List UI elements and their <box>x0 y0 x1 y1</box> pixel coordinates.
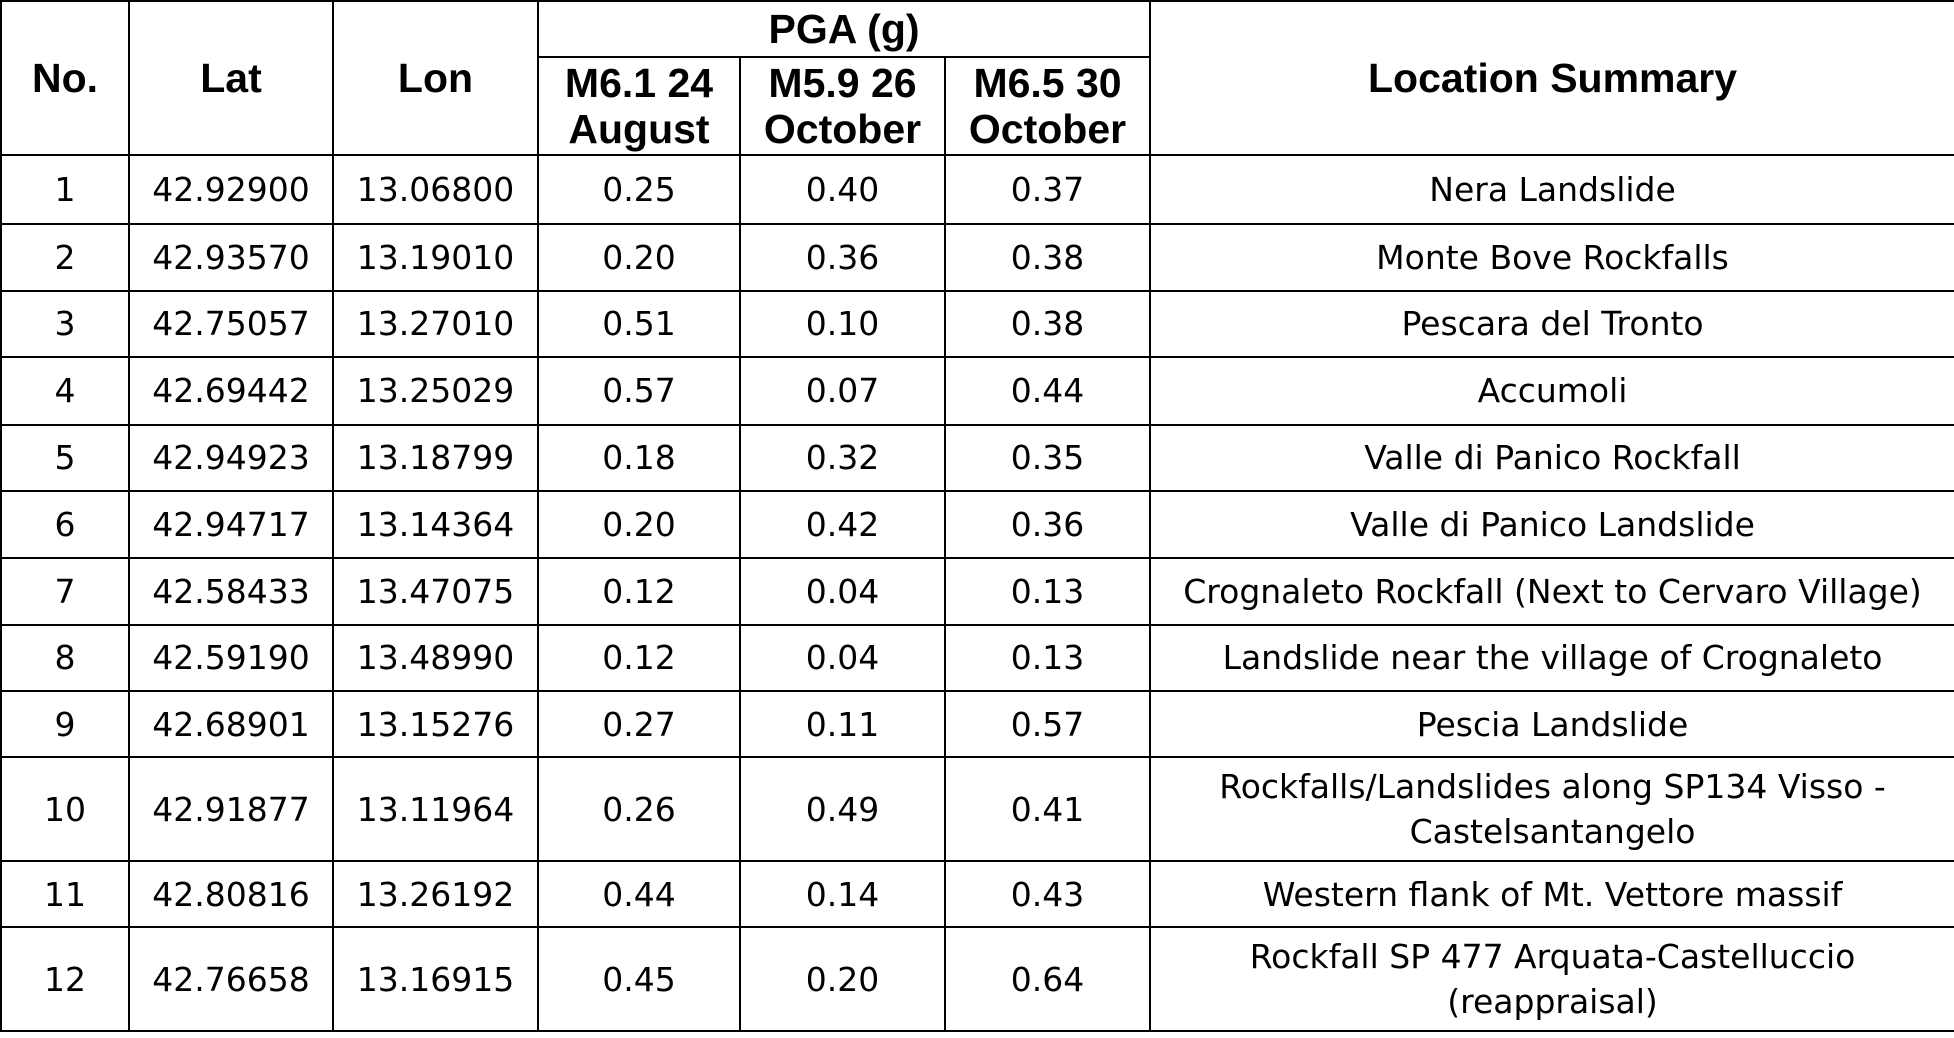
cell-pga-event-2: 0.42 <box>740 491 945 558</box>
cell-lat: 42.94923 <box>129 425 333 491</box>
cell-pga-event-3: 0.57 <box>945 691 1150 757</box>
cell-no: 2 <box>1 224 129 290</box>
cell-no: 10 <box>1 757 129 861</box>
cell-pga-event-3: 0.13 <box>945 625 1150 691</box>
table-row <box>1 357 1954 424</box>
header-pga: PGA (g) <box>538 1 1150 57</box>
cell-lon: 13.06800 <box>333 155 538 224</box>
cell-lat: 42.68901 <box>129 691 333 757</box>
header-event-1: M6.1 24 August <box>538 57 740 155</box>
cell-lat: 42.80816 <box>129 861 333 927</box>
table-row <box>1 155 1954 224</box>
cell-no: 12 <box>1 927 129 1031</box>
cell-no: 1 <box>1 155 129 224</box>
cell-lat: 42.59190 <box>129 625 333 691</box>
cell-pga-event-1: 0.20 <box>538 224 740 290</box>
table-row <box>1 291 1954 357</box>
cell-pga-event-3: 0.36 <box>945 491 1150 558</box>
cell-lon: 13.47075 <box>333 558 538 624</box>
table-row <box>1 224 1954 290</box>
cell-lon: 13.26192 <box>333 861 538 927</box>
cell-lat: 42.75057 <box>129 291 333 357</box>
cell-pga-event-3: 0.35 <box>945 425 1150 491</box>
cell-pga-event-2: 0.04 <box>740 558 945 624</box>
table-header <box>1 1 1954 155</box>
table-row <box>1 861 1954 927</box>
cell-pga-event-2: 0.10 <box>740 291 945 357</box>
cell-pga-event-3: 0.38 <box>945 224 1150 290</box>
cell-pga-event-3: 0.43 <box>945 861 1150 927</box>
cell-location: Valle di Panico Landslide <box>1150 491 1954 558</box>
header-event-2: M5.9 26 October <box>740 57 945 155</box>
cell-location: Rockfalls/Landslides along SP134 Visso - Castelsantangelo <box>1150 757 1954 861</box>
cell-lon: 13.27010 <box>333 291 538 357</box>
header-event-3: M6.5 30 October <box>945 57 1150 155</box>
cell-no: 9 <box>1 691 129 757</box>
cell-lon: 13.15276 <box>333 691 538 757</box>
cell-location: Nera Landslide <box>1150 155 1954 224</box>
cell-pga-event-3: 0.64 <box>945 927 1150 1031</box>
cell-location: Monte Bove Rockfalls <box>1150 224 1954 290</box>
cell-no: 8 <box>1 625 129 691</box>
cell-pga-event-3: 0.38 <box>945 291 1150 357</box>
cell-no: 6 <box>1 491 129 558</box>
cell-location: Western flank of Mt. Vettore massif <box>1150 861 1954 927</box>
cell-lat: 42.93570 <box>129 224 333 290</box>
cell-pga-event-1: 0.25 <box>538 155 740 224</box>
header-lat: Lat <box>129 1 333 155</box>
cell-pga-event-1: 0.26 <box>538 757 740 861</box>
cell-pga-event-1: 0.45 <box>538 927 740 1031</box>
table-row <box>1 927 1954 1031</box>
table-row <box>1 425 1954 491</box>
cell-no: 7 <box>1 558 129 624</box>
cell-pga-event-1: 0.27 <box>538 691 740 757</box>
cell-pga-event-3: 0.44 <box>945 357 1150 424</box>
header-location: Location Summary <box>1150 1 1954 155</box>
cell-pga-event-2: 0.14 <box>740 861 945 927</box>
cell-pga-event-2: 0.32 <box>740 425 945 491</box>
cell-pga-event-1: 0.12 <box>538 558 740 624</box>
cell-lon: 13.18799 <box>333 425 538 491</box>
table-row <box>1 691 1954 757</box>
cell-pga-event-2: 0.11 <box>740 691 945 757</box>
cell-no: 3 <box>1 291 129 357</box>
cell-lon: 13.48990 <box>333 625 538 691</box>
header-lon: Lon <box>333 1 538 155</box>
table-row <box>1 491 1954 558</box>
cell-lon: 13.16915 <box>333 927 538 1031</box>
cell-pga-event-1: 0.18 <box>538 425 740 491</box>
cell-location: Pescara del Tronto <box>1150 291 1954 357</box>
table-body <box>1 155 1954 1031</box>
cell-lat: 42.69442 <box>129 357 333 424</box>
header-no: No. <box>1 1 129 155</box>
cell-pga-event-1: 0.57 <box>538 357 740 424</box>
cell-pga-event-3: 0.37 <box>945 155 1150 224</box>
cell-no: 4 <box>1 357 129 424</box>
cell-lat: 42.94717 <box>129 491 333 558</box>
cell-pga-event-2: 0.07 <box>740 357 945 424</box>
cell-lon: 13.11964 <box>333 757 538 861</box>
cell-pga-event-1: 0.20 <box>538 491 740 558</box>
cell-pga-event-2: 0.04 <box>740 625 945 691</box>
cell-pga-event-1: 0.44 <box>538 861 740 927</box>
cell-no: 11 <box>1 861 129 927</box>
cell-lon: 13.25029 <box>333 357 538 424</box>
cell-location: Valle di Panico Rockfall <box>1150 425 1954 491</box>
cell-location: Rockfall SP 477 Arquata-Castelluccio (reappraisal) <box>1150 927 1954 1031</box>
table-row <box>1 625 1954 691</box>
cell-no: 5 <box>1 425 129 491</box>
cell-lon: 13.19010 <box>333 224 538 290</box>
cell-lat: 42.92900 <box>129 155 333 224</box>
cell-pga-event-1: 0.12 <box>538 625 740 691</box>
cell-pga-event-3: 0.41 <box>945 757 1150 861</box>
cell-lat: 42.76658 <box>129 927 333 1031</box>
cell-pga-event-2: 0.20 <box>740 927 945 1031</box>
cell-location: Landslide near the village of Crognaleto <box>1150 625 1954 691</box>
cell-pga-event-2: 0.40 <box>740 155 945 224</box>
cell-location: Crognaleto Rockfall (Next to Cervaro Village) <box>1150 558 1954 624</box>
table-row <box>1 558 1954 624</box>
table-row <box>1 757 1954 861</box>
cell-pga-event-1: 0.51 <box>538 291 740 357</box>
cell-lat: 42.91877 <box>129 757 333 861</box>
cell-lat: 42.58433 <box>129 558 333 624</box>
cell-pga-event-2: 0.49 <box>740 757 945 861</box>
cell-lon: 13.14364 <box>333 491 538 558</box>
cell-location: Pescia Landslide <box>1150 691 1954 757</box>
cell-pga-event-2: 0.36 <box>740 224 945 290</box>
cell-location: Accumoli <box>1150 357 1954 424</box>
cell-pga-event-3: 0.13 <box>945 558 1150 624</box>
